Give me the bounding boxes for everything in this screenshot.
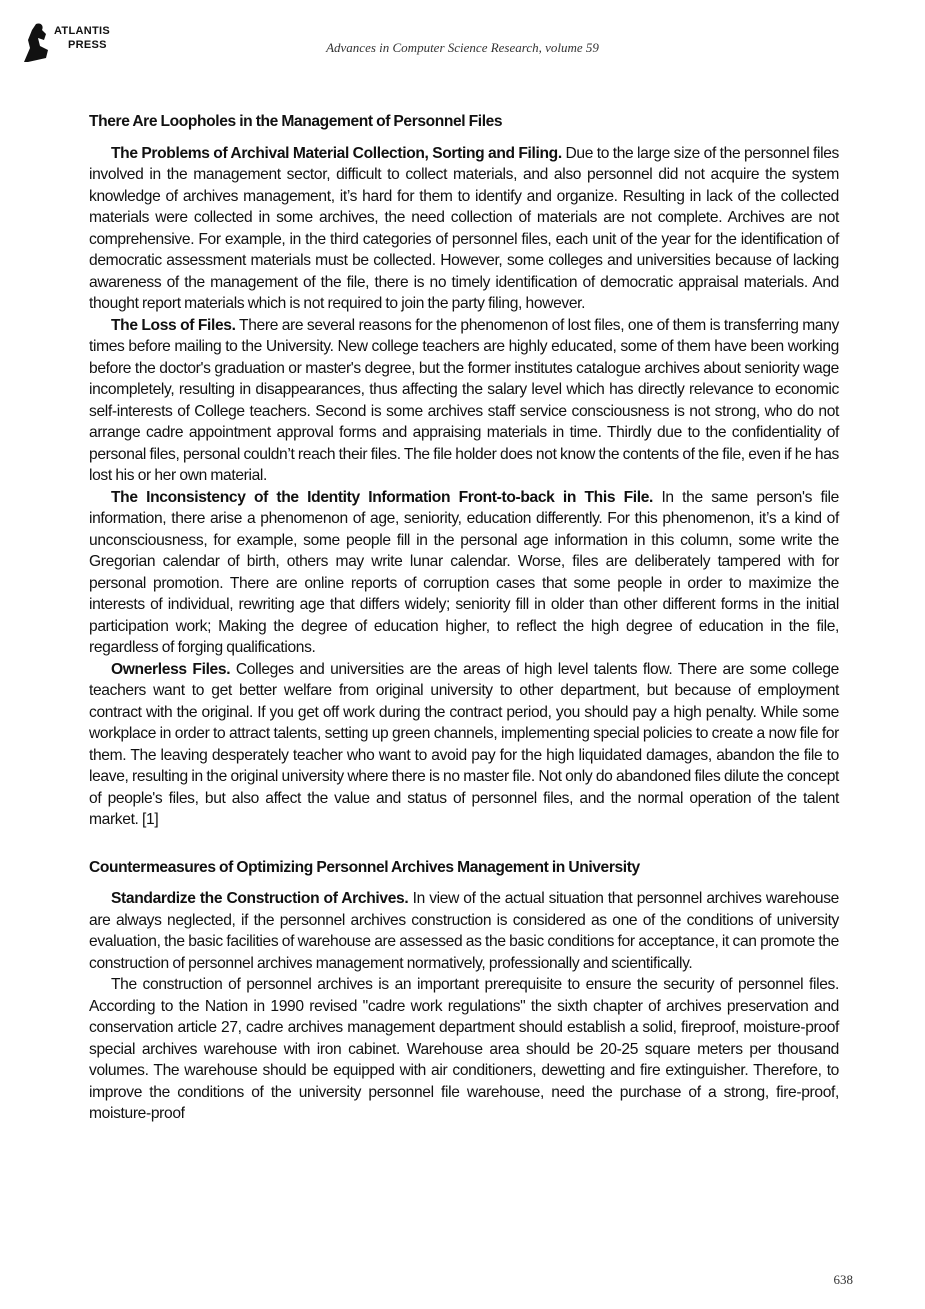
section-heading: Countermeasures of Optimizing Personnel Archives Management in University xyxy=(89,858,640,876)
logo-word-1: ATLANTIS xyxy=(54,25,110,37)
paragraph xyxy=(89,974,839,1125)
paragraph-lead: The Problems of Archival Material Collection, Sorting and Filing. xyxy=(111,144,562,162)
paragraph-lead: The Loss of Files. xyxy=(111,316,236,334)
document-body xyxy=(89,111,839,1125)
paragraph-text: In view of the actual situation that personnel archives warehouse are always neglected, if the personnel archives construction is considered as one of the conditions of university evaluation, the basic facilities of warehouse are assessed as the basic conditions for acceptance, it can promote the construction of personnel archives management normatively, professionally and scientifically. xyxy=(89,890,840,972)
paragraph-text: In the same person's file information, there arise a phenomenon of age, seniority, education differently. For this phenomenon, it’s a kind of unconsciousness, for example, some people fill in the personal age information in this column, some write the Gregorian calendar of birth, others may write lunar calendar. Worse, files are deliberately tampered with for personal promotion. There are online reports of corruption cases that some people in order to maximize the interests of individual, rewriting age that differs widely; seniority fill in older than other different forms in the initial participation work; Making the degree of education higher, to reflect the high degree of education in the file, regardless of forging qualifications. xyxy=(89,488,839,656)
running-head: Advances in Computer Science Research, volume 59 xyxy=(326,40,599,55)
paragraph-lead: The Inconsistency of the Identity Information Front-to-back in This File. xyxy=(111,488,654,506)
logo-word-2: PRESS xyxy=(68,39,107,51)
paragraph xyxy=(89,143,839,315)
paragraph xyxy=(89,659,839,831)
paragraph-text: There are several reasons for the phenomenon of lost files, one of them is transferring many times before mailing to the University. New college teachers are highly educated, some of them have been working before the doctor's graduation or master's degree, but the former institutes catalogue archives about seniority wage incompletely, resulting in disappearances, thus affecting the salary level which has directly relevance to economic self-interests of College teachers. Second is some archives staff service consciousness is not strong, who do not arrange cadre appointment approval forms and appraising materials in time. Thirdly due to the confidentiality of personal files, personal couldn’t reach their files. The file holder does not know the contents of the file, even if he has lost his or her own material. xyxy=(89,316,839,484)
section-heading: There Are Loopholes in the Management of Personnel Files xyxy=(89,113,503,130)
paragraph-lead: Standardize the Construction of Archives. xyxy=(111,890,409,907)
paragraph xyxy=(89,315,839,487)
paragraph-text: Colleges and universities are the areas of high level talents flow. There are some college teachers want to get better welfare from original university to other department, but because of employment contract with the original. If you get off work during the contract period, you should pay a high penalty. While some workplace in order to attract talents, setting up green channels, implementing special policies to create a now file for them. The leaving desperately teacher who want to avoid pay for the high liquidated damages, abandon the file to leave, resulting in the original university where there is no master file. Not only do abandoned files dilute the concept of people's files, but also affect the value and status of personnel files, and the normal operation of the talent market. [1] xyxy=(89,660,840,828)
paragraph-text: Due to the large size of the personnel files involved in the management sector, difficult to collect materials, and also personnel did not acquire the system knowledge of archives management, it’s hard for them to identify and organize. Resulting in lack of the collected materials were collected in some archives, the need collection of materials are not complete. Archives are not comprehensive. For example, in the third categories of personnel files, each unit of the year for the identification of democratic assessment materials must be collected. However, some colleges and universities because of lacking awareness of the management of the file, there is no timely identification of democratic appraisal materials. And thought report materials which is not required to join the party filing, however. xyxy=(89,144,839,312)
page-number: 638 xyxy=(833,1272,853,1287)
paragraph-lead: Ownerless Files. xyxy=(111,660,231,678)
paragraph-text: The construction of personnel archives is an important prerequisite to ensure the security of personnel files. According to the Nation in 1990 revised "cadre work regulations" the sixth chapter of archives preservation and conservation article 27, cadre archives management department should establish a solid, fireproof, moisture-proof special archives warehouse with iron cabinet. Warehouse area should be 20-25 square meters per thousand volumes. The warehouse should be equipped with air conditioners, dewetting and fire extinguisher. Therefore, to improve the conditions of the university personnel file warehouse, need the purchase of a strong, fire-proof, moisture-proof xyxy=(89,976,839,1122)
paragraph xyxy=(89,487,839,659)
paragraph xyxy=(89,888,839,974)
